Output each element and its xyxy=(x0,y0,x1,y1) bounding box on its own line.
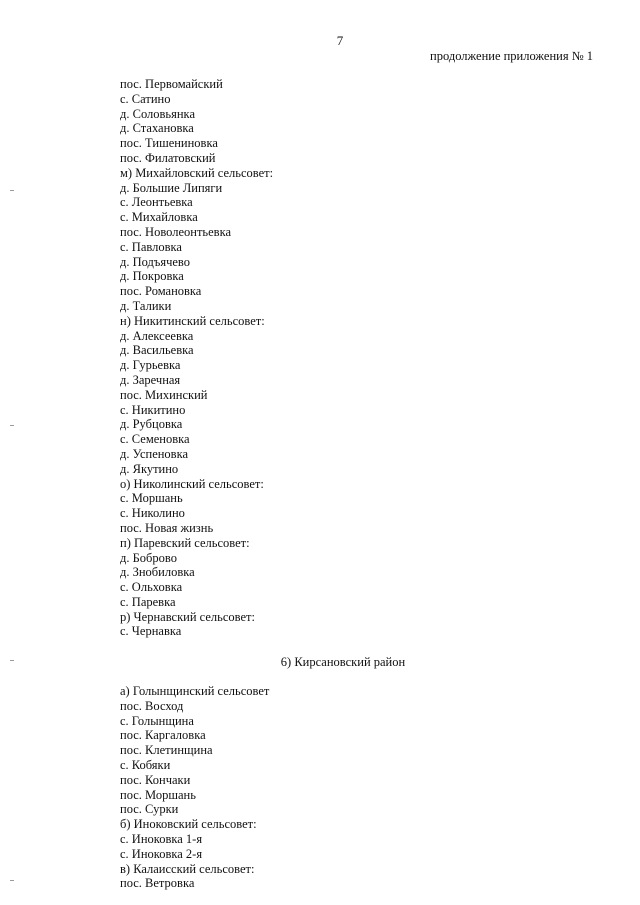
list-item: с. Никитино xyxy=(120,402,186,417)
margin-scan-mark xyxy=(10,880,14,881)
list-item: а) Голынщинский сельсовет xyxy=(120,684,270,698)
margin-scan-mark xyxy=(10,425,14,426)
district-heading: 6) Кирсановский район xyxy=(280,655,406,669)
list-item: с. Иноковка 2-я xyxy=(120,846,203,861)
list-item: в) Калаисский сельсовет: xyxy=(120,861,255,876)
list-item: пос. Сурки xyxy=(120,802,179,817)
list-item: д. Боброво xyxy=(120,550,177,565)
margin-scan-mark xyxy=(10,190,14,191)
list-item: пос. Филатовский xyxy=(120,150,216,165)
list-item: н) Никитинский сельсовет: xyxy=(120,313,265,328)
list-item: с. Леонтьевка xyxy=(120,195,193,210)
list-item: д. Стахановка xyxy=(120,121,194,136)
list-item: д. Алексеевка xyxy=(120,328,194,343)
list-item: пос. Ветровка xyxy=(120,876,195,891)
list-item: д. Подъячево xyxy=(120,254,191,269)
margin-scan-mark xyxy=(10,660,14,661)
continuation-note: продолжение приложения № 1 xyxy=(430,49,593,63)
list-item: с. Павловка xyxy=(120,239,182,254)
list-item: с. Николино xyxy=(120,506,185,521)
list-item: с. Ольховка xyxy=(120,580,183,595)
list-item: д. Большие Липяги xyxy=(120,180,223,195)
list-item: с. Чернавка xyxy=(120,624,182,639)
page-number: 7 xyxy=(336,33,344,48)
settlement-list-bottom xyxy=(120,684,269,891)
list-item: пос. Первомайский xyxy=(120,77,223,91)
list-item: с. Моршань xyxy=(120,491,183,506)
list-item: пос. Новолеонтьевка xyxy=(120,224,231,239)
list-item: д. Соловьянка xyxy=(120,106,195,121)
list-item: д. Якутино xyxy=(120,461,179,476)
list-item: с. Голынщина xyxy=(120,713,194,728)
list-item: п) Паревский сельсовет: xyxy=(120,535,250,550)
list-item: с. Михайловка xyxy=(120,210,198,225)
list-item: д. Талики xyxy=(120,298,172,313)
list-item: р) Чернавский сельсовет: xyxy=(120,609,255,624)
list-item: пос. Кончаки xyxy=(120,772,191,787)
list-item: д. Заречная xyxy=(120,372,181,387)
list-item: д. Васильевка xyxy=(120,343,194,358)
list-item: с. Паревка xyxy=(120,594,176,609)
list-item: пос. Тишениновка xyxy=(120,136,218,151)
list-item: с. Кобяки xyxy=(120,757,171,772)
list-item: с. Сатино xyxy=(120,91,171,106)
list-item: пос. Моршань xyxy=(120,787,196,802)
settlement-list-top xyxy=(120,77,273,639)
list-item: пос. Клетинщина xyxy=(120,743,213,758)
list-item: с. Семеновка xyxy=(120,432,190,447)
list-item: д. Знобиловка xyxy=(120,565,195,580)
list-item: м) Михайловский сельсовет: xyxy=(120,165,274,180)
list-item: с. Иноковка 1-я xyxy=(120,831,203,846)
list-item: д. Покровка xyxy=(120,269,184,284)
list-item: пос. Михинский xyxy=(120,387,208,402)
list-item: пос. Романовка xyxy=(120,284,202,299)
list-item: о) Николинский сельсовет: xyxy=(120,476,264,491)
list-item: д. Рубцовка xyxy=(120,417,183,432)
list-item: пос. Восход xyxy=(120,698,184,713)
list-item: д. Успеновка xyxy=(120,446,189,461)
list-item: пос. Каргаловка xyxy=(120,728,206,743)
list-item: б) Иноковский сельсовет: xyxy=(120,817,257,832)
list-item: пос. Новая жизнь xyxy=(120,520,214,535)
list-item: д. Гурьевка xyxy=(120,358,181,373)
